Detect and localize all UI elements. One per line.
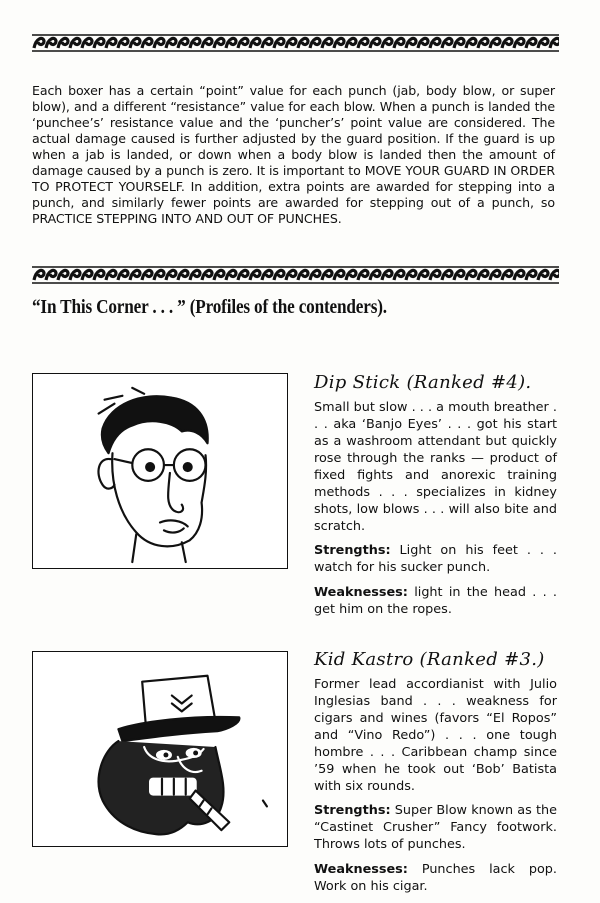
rope-strand — [106, 38, 116, 48]
profile-weaknesses — [314, 584, 557, 618]
rope-strand — [514, 270, 524, 280]
rope-strand — [406, 38, 416, 48]
rope-strand — [202, 270, 212, 280]
rope-strand — [310, 270, 320, 280]
rope-strand — [34, 270, 44, 280]
rope-strand — [394, 38, 404, 48]
rope-strand — [166, 38, 176, 48]
profile-weaknesses — [314, 861, 557, 895]
strengths-text: Light on his feet . . . watch for his sucker punch. — [314, 543, 557, 575]
rope-strand — [70, 270, 80, 280]
portrait-dip-stick — [32, 373, 288, 569]
rope-strand — [322, 38, 332, 48]
rope-strand — [226, 270, 236, 280]
rope-strand — [82, 270, 92, 280]
strengths-label: Strengths: — [314, 803, 391, 818]
weaknesses-text: Punches lack pop. Work on his cigar. — [314, 862, 557, 894]
rope-strand — [310, 38, 320, 48]
rope-strand — [118, 270, 128, 280]
rope-strand — [58, 270, 68, 280]
profile-description: Former lead accordianist with Julio Inglesias band . . . weakness for cigars and wines (favors “El Ropos” and “Vino Redo”) . . . one tough hombre . . . Caribbean champ since ’59 when he took out ‘Bob’ Batista with six rounds. — [314, 677, 557, 794]
rope-strand — [178, 270, 188, 280]
rope-strand — [34, 38, 44, 48]
rope-strand — [142, 38, 152, 48]
profile-strengths — [314, 802, 557, 853]
rope-strand — [298, 38, 308, 48]
rope-strand — [346, 270, 356, 280]
rope-strand — [142, 270, 152, 280]
rope-strand — [370, 38, 380, 48]
rope-strand — [130, 38, 140, 48]
rope-strand — [550, 270, 559, 280]
rope-strand — [154, 38, 164, 48]
rope-strand — [538, 38, 548, 48]
rope-strand — [298, 270, 308, 280]
weaknesses-label: Weaknesses: — [314, 862, 408, 877]
intro-paragraph — [32, 83, 555, 227]
rope-strand — [466, 270, 476, 280]
intro-text: Each boxer has a certain “point” value for each punch (jab, body blow, or super blow), and a different “resistance” value for each blow. When a punch is landed the ‘punchee’s’ resistance value and the ‘puncher’s’ point value are considered. The actual damage caused is further adjusted by the guard position. If the guard is up when a jab is landed, or down when a body blow is landed then the amount of damage caused by a punch is zero. It is important to MOVE YOUR GUARD IN ORDER TO PROTECT YOURSELF. In addition, extra points are awarded for stepping into a punch, and similarly fewer points are awarded for stepping out of a punch, so PRACTICE STEPPING INTO AND OUT OF PUNCHES. — [32, 83, 555, 226]
rope-divider-middle — [32, 265, 559, 285]
rope-strand — [214, 38, 224, 48]
rope-icon — [32, 265, 559, 285]
rope-divider-top — [32, 33, 559, 53]
rope-strand — [334, 38, 344, 48]
rope-strand — [202, 38, 212, 48]
rope-strand — [154, 270, 164, 280]
rope-strand — [454, 270, 464, 280]
rope-strand — [418, 38, 428, 48]
bearded-cap-cigar-caricature-icon — [33, 652, 287, 846]
rope-strand — [370, 270, 380, 280]
rope-strand — [454, 38, 464, 48]
rope-strand — [550, 38, 559, 48]
rope-strand — [178, 38, 188, 48]
rope-strand — [106, 270, 116, 280]
rope-strand — [406, 270, 416, 280]
rope-strand — [226, 38, 236, 48]
rope-strand — [478, 38, 488, 48]
rope-strand — [322, 270, 332, 280]
rope-strand — [274, 38, 284, 48]
rope-strand — [490, 38, 500, 48]
profile-dip-stick — [314, 372, 557, 626]
rope-strand — [514, 38, 524, 48]
rope-strand — [46, 270, 56, 280]
rope-strand — [262, 270, 272, 280]
rope-strand — [538, 270, 548, 280]
rope-strand — [130, 270, 140, 280]
weaknesses-label: Weaknesses: — [314, 585, 408, 600]
strengths-label: Strengths: — [314, 543, 391, 558]
profile-name: Kid Kastro (Ranked #3.) — [314, 649, 545, 670]
profile-description: Small but slow . . . a mouth breather . . . aka ‘Banjo Eyes’ . . . got his start as a washroom attendant but quickly rose through the ranks — product of fixed fights and anorexic training methods . . . specializes in kidney shots, low blows . . . will also bite and scratch. — [314, 400, 557, 534]
rope-strand — [118, 38, 128, 48]
rope-strand — [478, 270, 488, 280]
rope-strand — [286, 38, 296, 48]
rope-strand — [70, 38, 80, 48]
rope-strand — [274, 270, 284, 280]
rope-strand — [430, 270, 440, 280]
rope-strand — [346, 38, 356, 48]
rope-strand — [466, 38, 476, 48]
rope-strand — [190, 270, 200, 280]
rope-strand — [358, 38, 368, 48]
rope-strand — [502, 38, 512, 48]
rope-strand — [382, 270, 392, 280]
rope-strand — [526, 38, 536, 48]
rope-strand — [82, 38, 92, 48]
rope-strand — [58, 38, 68, 48]
rope-strand — [262, 38, 272, 48]
rope-strand — [382, 38, 392, 48]
rope-strand — [430, 38, 440, 48]
rope-strand — [250, 38, 260, 48]
strengths-text: Super Blow known as the “Castinet Crusher” Fancy footwork. Throws lots of punches. — [314, 803, 557, 852]
rope-strand — [94, 38, 104, 48]
rope-strand — [214, 270, 224, 280]
rope-strand — [286, 270, 296, 280]
rope-strand — [238, 270, 248, 280]
rope-strand — [250, 270, 260, 280]
rope-strand — [490, 270, 500, 280]
rope-strand — [502, 270, 512, 280]
profile-strengths — [314, 542, 557, 576]
rope-strand — [46, 38, 56, 48]
rope-strand — [94, 270, 104, 280]
profile-name: Dip Stick (Ranked #4). — [314, 372, 532, 393]
section-heading: “In This Corner . . . ” (Profiles of the contenders). — [32, 296, 387, 318]
rope-strand — [442, 38, 452, 48]
rope-strand — [418, 270, 428, 280]
portrait-kid-kastro — [32, 651, 288, 847]
rope-strand — [526, 270, 536, 280]
rope-strand — [334, 270, 344, 280]
rope-strand — [394, 270, 404, 280]
rope-strand — [238, 38, 248, 48]
rope-strand — [442, 270, 452, 280]
weaknesses-text: light in the head . . . get him on the ropes. — [314, 585, 557, 617]
rope-strand — [190, 38, 200, 48]
rope-strand — [166, 270, 176, 280]
profile-kid-kastro — [314, 649, 557, 903]
rope-icon — [32, 33, 559, 53]
rope-strand — [358, 270, 368, 280]
glasses-boxer-caricature-icon — [33, 374, 287, 568]
